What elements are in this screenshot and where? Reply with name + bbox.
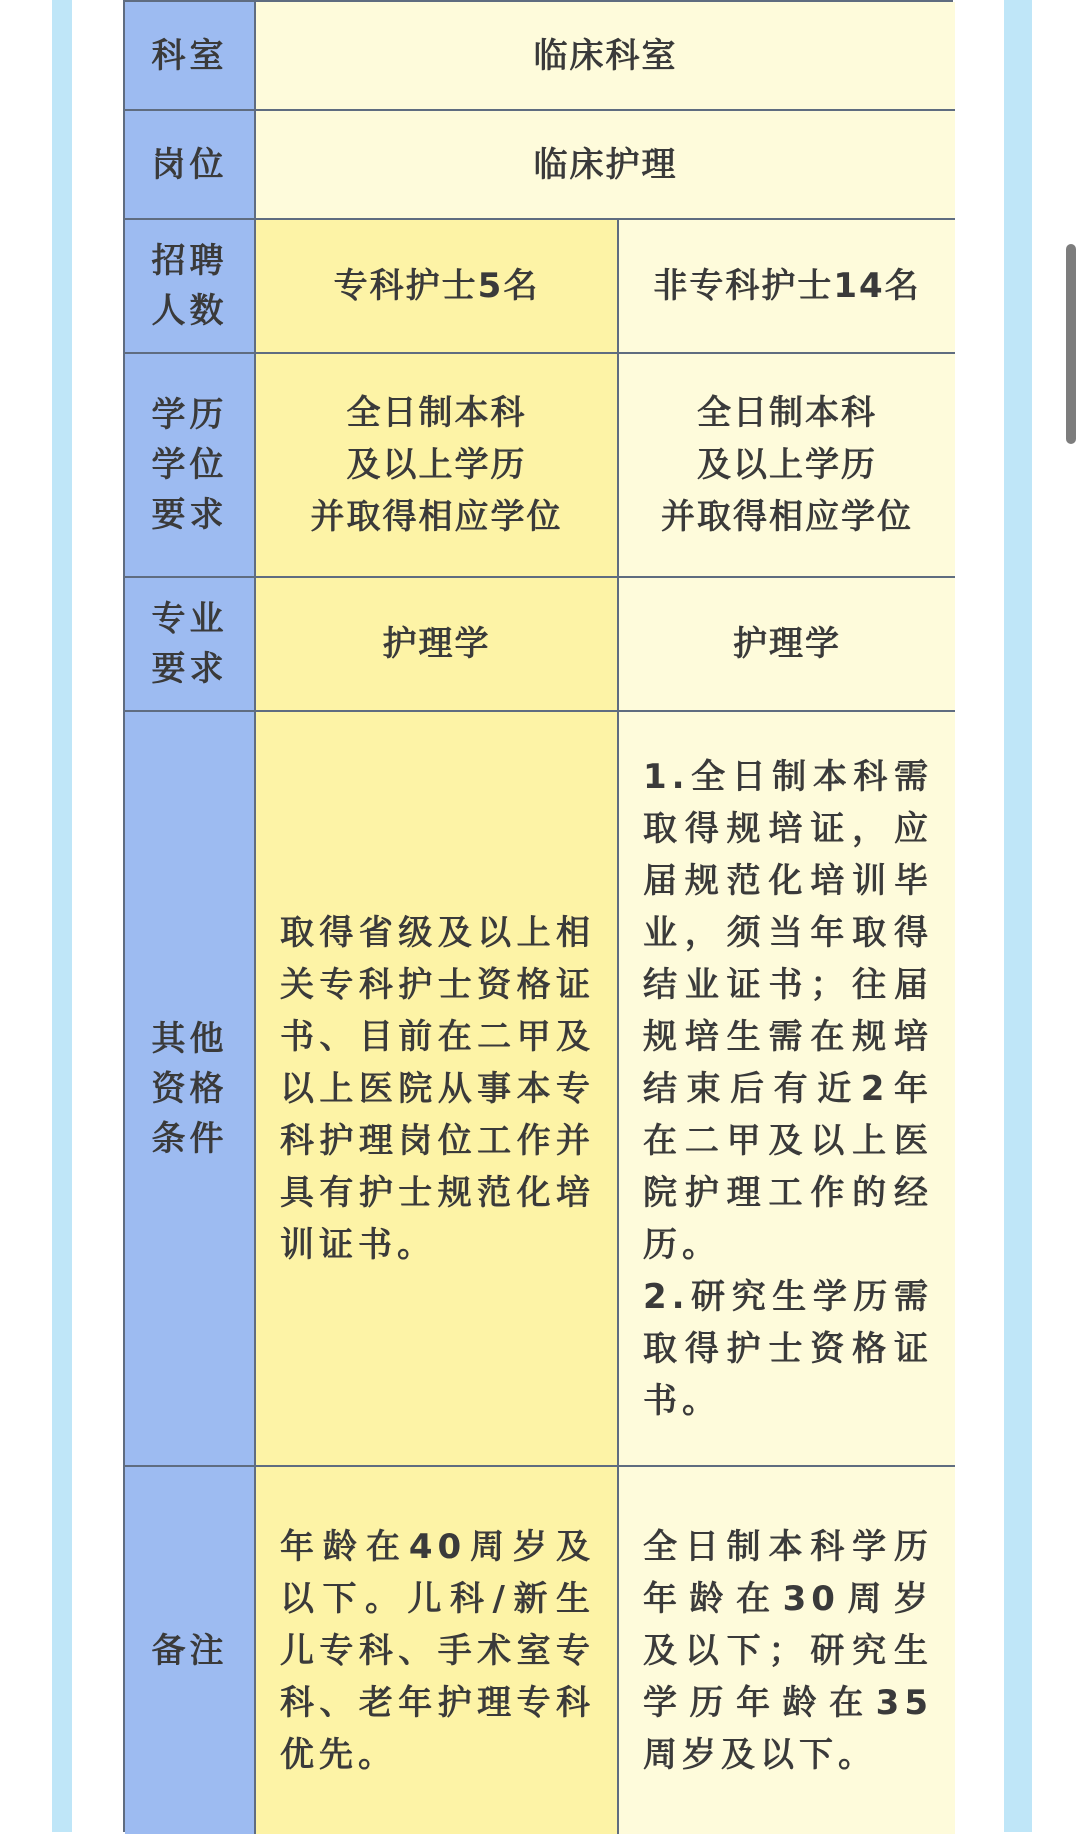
remarks-label: 备注	[125, 1467, 256, 1834]
education-label: 学历 学位 要求	[125, 354, 256, 578]
scrollbar-thumb[interactable]	[1066, 244, 1076, 444]
major-general: 护理学	[619, 578, 955, 712]
education-general: 全日制本科 及以上学历 并取得相应学位	[619, 354, 955, 578]
other-label: 其他 资格 条件	[125, 712, 256, 1467]
other-general-text: 1.全日制本科需取得规培证，应届规范化培训毕业，须当年取得结业证书；往届规培生需在规培结束后有近2年在二甲及以上医院护理工作的经历。 2.研究生学历需取得护士资格证书。	[643, 756, 933, 1421]
hiring-general: 非专科护士14名	[619, 220, 955, 354]
recruitment-table	[123, 0, 953, 1832]
hiring-specialist: 专科护士5名	[256, 220, 619, 354]
other-general-cell	[619, 712, 955, 1467]
other-specialist-cell	[256, 712, 619, 1467]
remarks-general-text: 全日制本科学历年龄在30周岁及以下；研究生学历年龄在35周岁及以下。	[643, 1526, 933, 1775]
hiring-label: 招聘 人数	[125, 220, 256, 354]
post-value: 临床护理	[256, 111, 955, 220]
remarks-general-cell	[619, 1467, 955, 1834]
post-label: 岗位	[125, 111, 256, 220]
remarks-specialist-text: 年龄在40周岁及以下。儿科/新生儿专科、手术室专科、老年护理专科优先。	[280, 1526, 595, 1775]
major-label: 专业 要求	[125, 578, 256, 712]
right-decorative-stripe	[1004, 0, 1032, 1832]
dept-label: 科室	[125, 2, 256, 111]
remarks-specialist-cell	[256, 1467, 619, 1834]
dept-value: 临床科室	[256, 2, 955, 111]
major-specialist: 护理学	[256, 578, 619, 712]
education-specialist: 全日制本科 及以上学历 并取得相应学位	[256, 354, 619, 578]
left-decorative-stripe	[52, 0, 72, 1832]
other-specialist-text: 取得省级及以上相关专科护士资格证书、目前在二甲及以上医院从事本专科护理岗位工作并具有护士规范化培训证书。	[280, 912, 595, 1265]
